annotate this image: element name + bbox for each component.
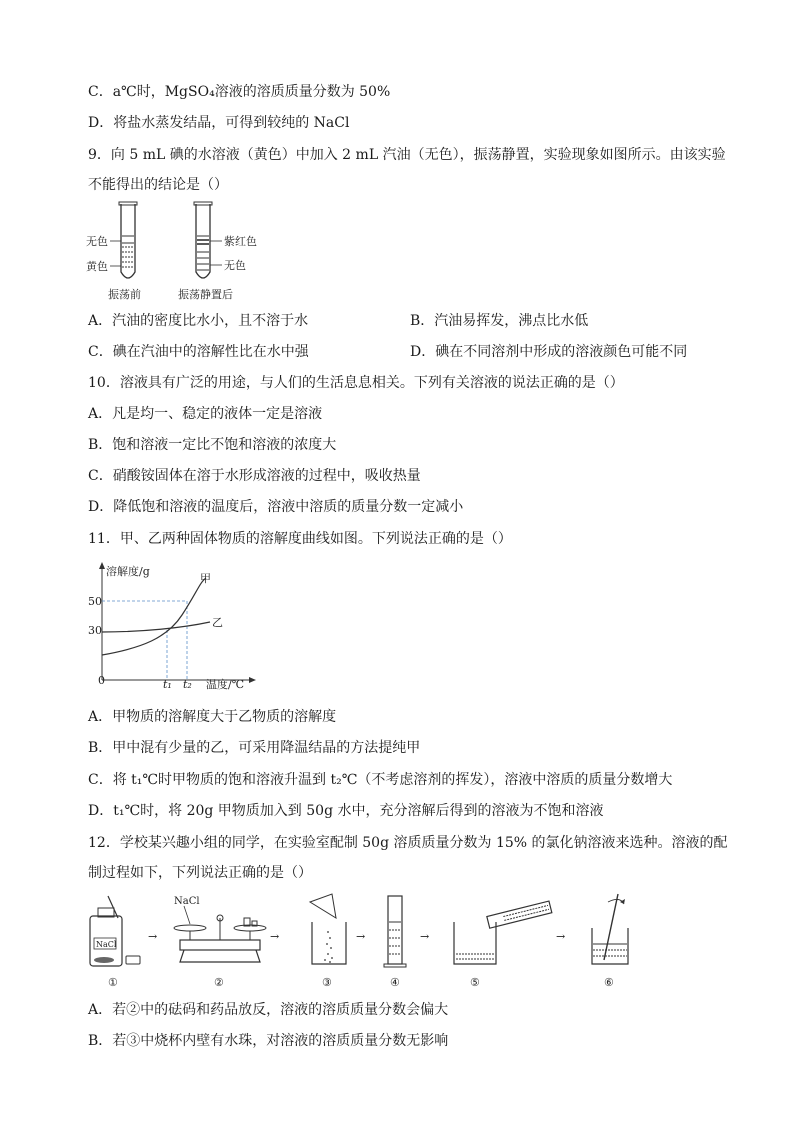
- label-colorless-top: 无色: [86, 235, 108, 248]
- solubility-curve-chart: [82, 560, 262, 694]
- step2-balance: [174, 896, 266, 962]
- q12-stem-line2: 制过程如下，下列说法正确的是（）: [88, 865, 312, 881]
- q10-option-d: D．降低饱和溶液的温度后，溶液中溶质的质量分数一定减小: [88, 499, 464, 515]
- step-label-3: ③: [322, 976, 332, 989]
- nacl-paper-label: NaCl: [174, 896, 200, 907]
- label-purple-red: 紫红色: [224, 235, 257, 248]
- q9-option-a: A．汽油的密度比水小，且不溶于水: [88, 313, 309, 329]
- y-tick-50: 50: [88, 595, 102, 608]
- series-jia-label: 甲: [200, 572, 211, 585]
- q10-stem: 10．溶液具有广泛的用途，与人们的生活息息相关。下列有关溶液的说法正确的是（）: [88, 375, 624, 391]
- y-axis-arrow: [99, 562, 105, 569]
- q11-option-b: B．甲中混有少量的乙，可采用降温结晶的方法提纯甲: [88, 740, 421, 756]
- q10-option-b: B．饱和溶液一定比不饱和溶液的浓度大: [88, 437, 337, 453]
- test-tubes-figure: [80, 198, 280, 306]
- q11-option-c: C．将 t₁℃时甲物质的饱和溶液升温到 t₂℃（不考虑溶剂的挥发），溶液中溶质的质量分数增大: [88, 772, 673, 788]
- label-yellow: 黄色: [86, 260, 108, 273]
- series-jia-curve: [102, 578, 206, 655]
- q9-option-b: B．汽油易挥发，沸点比水低: [410, 313, 589, 329]
- series-yi-curve: [102, 622, 210, 632]
- step4-graduated-cylinder: [384, 896, 406, 967]
- solution-prep-figure: [84, 888, 664, 994]
- q11-stem: 11．甲、乙两种固体物质的溶解度曲线如图。下列说法正确的是（）: [88, 531, 512, 547]
- q9-option-c: C．碘在汽油中的溶解性比在水中强: [88, 344, 309, 360]
- q8-option-c: C．a℃时，MgSO₄溶液的溶质质量分数为 50%: [88, 84, 391, 100]
- arrow-3: →: [356, 930, 366, 943]
- q9-stem-line2: 不能得出的结论是（）: [88, 177, 228, 193]
- bottle-label: NaCl: [96, 940, 117, 949]
- step-label-5: ⑤: [470, 976, 480, 989]
- tube-before: [86, 202, 141, 301]
- q10-option-a: A．凡是均一、稳定的液体一定是溶液: [88, 406, 323, 422]
- step6-stir: [592, 894, 628, 964]
- q8-option-d: D．将盐水蒸发结晶，可得到较纯的 NaCl: [88, 115, 350, 131]
- arrow-4: →: [420, 930, 430, 943]
- step-label-6: ⑥: [604, 976, 614, 989]
- x-tick-t1: t₁: [163, 678, 172, 691]
- step1-reagent-bottle: [90, 896, 140, 966]
- x-tick-t2: t₂: [183, 678, 192, 691]
- arrow-5: →: [556, 930, 566, 943]
- q11-option-d: D．t₁℃时，将 20g 甲物质加入到 50g 水中，充分溶解后得到的溶液为不饱和溶液: [88, 803, 604, 819]
- q12-option-b: B．若③中烧杯内壁有水珠，对溶液的溶质质量分数无影响: [88, 1033, 449, 1049]
- q12-stem-line1: 12．学校某兴趣小组的同学，在实验室配制 50g 溶质质量分数为 15% 的氯化钠溶液来选种。溶液的配: [88, 835, 728, 851]
- tube-after: [178, 202, 257, 301]
- step3-pour-beaker: [310, 894, 346, 964]
- step5-add-water: [454, 901, 552, 964]
- arrow-1: →: [148, 930, 158, 943]
- label-colorless-bottom: 无色: [224, 259, 246, 272]
- arrow-2: →: [270, 930, 280, 943]
- q9-option-d: D．碘在不同溶剂中形成的溶液颜色可能不同: [410, 344, 688, 360]
- q12-option-a: A．若②中的砝码和药品放反，溶液的溶质质量分数会偏大: [88, 1002, 449, 1018]
- q9-stem-line1: 9．向 5 mL 碘的水溶液（黄色）中加入 2 mL 汽油（无色），振荡静置，实验现象如图所示。由该实验: [88, 147, 726, 163]
- series-yi-label: 乙: [212, 616, 223, 629]
- step-label-4: ④: [390, 976, 400, 989]
- q11-option-a: A．甲物质的溶解度大于乙物质的溶解度: [88, 709, 337, 725]
- step-label-2: ②: [214, 976, 224, 989]
- y-tick-30: 30: [88, 624, 102, 637]
- caption-after: 振荡静置后: [178, 288, 233, 301]
- x-axis-arrow: [249, 677, 256, 683]
- x-axis-label: 温度/℃: [206, 678, 245, 691]
- q10-option-c: C．硝酸铵固体在溶于水形成溶液的过程中，吸收热量: [88, 468, 421, 484]
- step-label-1: ①: [108, 976, 118, 989]
- y-axis-label: 溶解度/g: [106, 565, 150, 578]
- caption-before: 振荡前: [108, 288, 141, 301]
- origin-label: 0: [98, 674, 105, 687]
